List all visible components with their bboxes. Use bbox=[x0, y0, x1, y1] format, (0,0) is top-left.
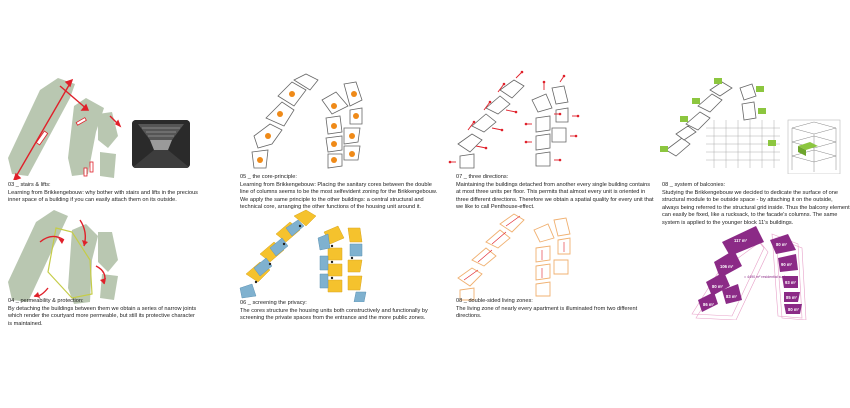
text-three-directions bbox=[456, 174, 656, 212]
body-double-sided: The living zone of nearly every apartment is illuminated from two different directions. bbox=[456, 305, 638, 320]
corridor-photo bbox=[132, 120, 190, 168]
panel-balconies bbox=[656, 70, 850, 226]
diagram-areas bbox=[686, 220, 836, 320]
area-label-2: 80 m² bbox=[776, 242, 787, 247]
body-balconies: Studying the Brikkengebouw we decided to dedicate the surface of one structural module to be outside space - by attaching it on the outside, always being referred to the structural grid inside. Thus the balcony element can easily be fixed, like a rucksack, to the facade's columns. The same system is applied to the younger block 11's buildings. bbox=[662, 189, 850, 226]
panel-permeability bbox=[0, 202, 200, 342]
area-label-1: 117 m² bbox=[734, 238, 748, 243]
diagram-screening-privacy bbox=[232, 208, 442, 302]
body-core-principle: Learning from Brikkengebouw: Placing the sanitary cores between the double line of columns seems to be the most selfevident zoning for the Brikkengebouw. We apply the same principle to the other buildings: a central structural and technical core, arranging the other functions of the housing unit around it. bbox=[240, 181, 438, 211]
body-permeability: By detaching the buildings between them we obtain a series of narrow joints which render the courtyard more permeable, but still its protective character is maintained. bbox=[8, 305, 197, 327]
panel-double-sided bbox=[448, 208, 658, 328]
balcony-axonometric bbox=[788, 120, 840, 174]
area-label-8: 83 m² bbox=[726, 294, 737, 299]
diagram-double-sided bbox=[448, 208, 658, 302]
area-label-4: 106 m² bbox=[720, 264, 734, 269]
body-three-directions: Maintaining the buildings detached from another every single building contains at most three units per floor. This permits that almost every unit is oriented in three different directions. Therefore we obtain a spatial quality for every unit that we like to call Penthouse-effect. bbox=[456, 181, 654, 211]
area-label-10: 80 m² bbox=[788, 307, 799, 312]
diagram-balconies bbox=[656, 70, 850, 174]
panel-screening-privacy bbox=[232, 208, 442, 328]
diagram-core-principle bbox=[232, 70, 442, 174]
area-label-5: 80 m² bbox=[712, 284, 723, 289]
body-stairs-lifts: Learning from Brikkengebouw: why bother with stairs and lifts in the precious inner space of a building if you can easily attach them on its outside. bbox=[8, 189, 198, 204]
area-label-6: 93 m² bbox=[785, 280, 796, 285]
area-label-7: 86 m² bbox=[703, 302, 714, 307]
corridor-photo-image bbox=[132, 120, 190, 168]
text-permeability bbox=[8, 298, 198, 328]
panel-core-principle bbox=[232, 70, 442, 211]
title-permeability: 04 _ permeability & protection: bbox=[8, 298, 84, 304]
title-double-sided: 08 _ double-sided living zones: bbox=[456, 298, 533, 304]
total-surface-label: = 4490 m² residential surface bbox=[744, 275, 791, 279]
body-screening-privacy: The cores structure the housing units both constructively and functionally by screening the private spaces from the entrance and the more public zones. bbox=[240, 307, 428, 322]
area-label-9: 85 m² bbox=[786, 295, 797, 300]
area-label-3: 90 m² bbox=[781, 262, 792, 267]
title-core-principle: 05 _ the core-principle: bbox=[240, 174, 297, 180]
diagram-three-directions bbox=[448, 70, 658, 174]
diagram-permeability bbox=[0, 202, 200, 304]
panel-stairs-lifts bbox=[0, 70, 200, 204]
title-stairs-lifts: 03 _ stairs & lifts: bbox=[8, 182, 51, 188]
title-screening-privacy: 06 _ screening the privacy: bbox=[240, 300, 307, 306]
text-screening-privacy bbox=[240, 300, 440, 323]
text-core-principle bbox=[240, 174, 440, 212]
text-double-sided bbox=[456, 298, 656, 321]
title-three-directions: 07 _ three directions: bbox=[456, 174, 509, 180]
title-balconies: 08 _ system of balconies: bbox=[662, 182, 726, 188]
panel-three-directions bbox=[448, 70, 658, 211]
panel-areas bbox=[686, 220, 836, 320]
